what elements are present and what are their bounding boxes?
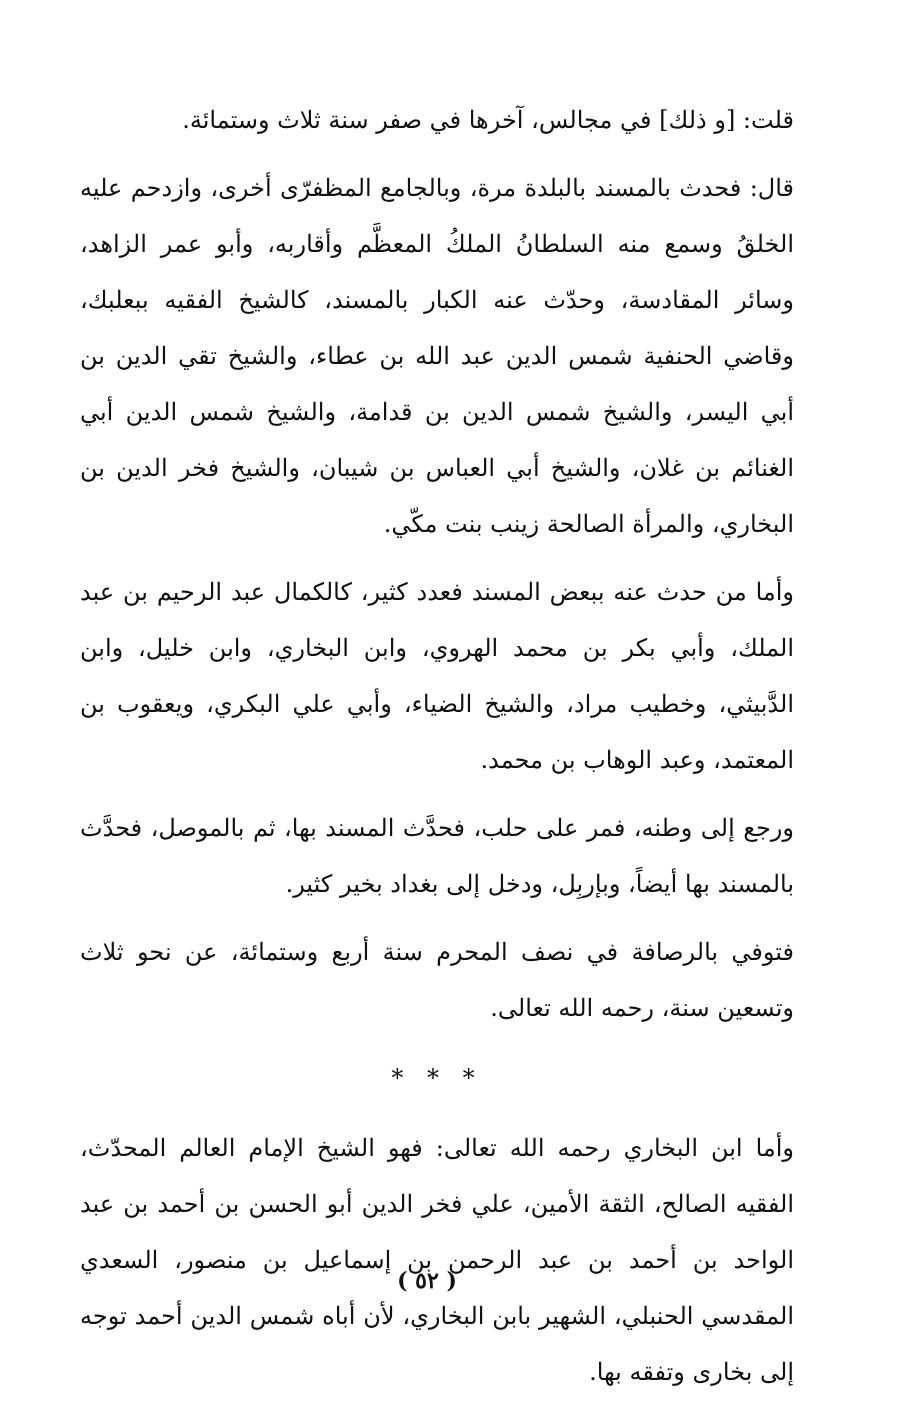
page-number: ( ٥٢ ) (397, 1268, 457, 1294)
section-separator: * * * (391, 1064, 483, 1092)
paragraph-5: فتوفي بالرصافة في نصف المحرم سنة أربع وستمائة، عن نحو ثلاث وتسعين سنة، رحمه الله تعالى. (80, 938, 794, 1022)
paragraph-4: ورجع إلى وطنه، فمر على حلب، فحدَّث المسند بها، ثم بالموصل، فحدَّث بالمسند بها أيضاً، وبإربِل، ودخل إلى بغداد بخير كثير. (80, 814, 794, 898)
paragraph-6: وأما ابن البخاري رحمه الله تعالى: فهو الشيخ الإمام العالم المحدّث، الفقيه الصالح، الثقة الأمين، علي فخر الدين أبو الحسن بن أحمد بن عبد الواحد بن أحمد بن عبد الرحمن بن إسماعيل بن منصور، السعدي المقدسي الحنبلي، الشهير بابن البخاري، لأن أباه شمس الدين أحمد توجه إلى بخارى وتفقه بها. (80, 1134, 794, 1386)
paragraph-1: قلت: [و ذلك] في مجالس، آخرها في صفر سنة ثلاث وستمائة. (182, 106, 794, 134)
paragraph-3: وأما من حدث عنه ببعض المسند فعدد كثير، كالكمال عبد الرحيم بن عبد الملك، وأبي بكر بن محمد الهروي، وابن البخاري، وابن خليل، وابن الدَّبيثي، وخطيب مراد، والشيخ الضياء، وأبي علي البكري، ويعقوب بن المعتمد، وعبد الوهاب بن محمد. (80, 578, 794, 774)
paragraph-2: قال: فحدث بالمسند بالبلدة مرة، وبالجامع المظفرّى أخرى، وازدحم عليه الخلقُ وسمع منه السلطانُ الملكُ المعظَّم وأقاربه، وأبو عمر الزاهد، وسائر المقادسة، وحدّث عنه الكبار بالمسند، كالشيخ الفقيه ببعلبك، وقاضي الحنفية شمس الدين عبد الله بن عطاء، والشيخ تقي الدين بن أبي اليسر، والشيخ شمس الدين بن قدامة، والشيخ شمس الدين أبي الغنائم بن غلان، والشيخ أبي العباس بن شيبان، والشيخ فخر الدين بن البخاري، والمرأة الصالحة زينب بنت مكّي. (80, 174, 794, 538)
page-body (80, 92, 794, 1412)
